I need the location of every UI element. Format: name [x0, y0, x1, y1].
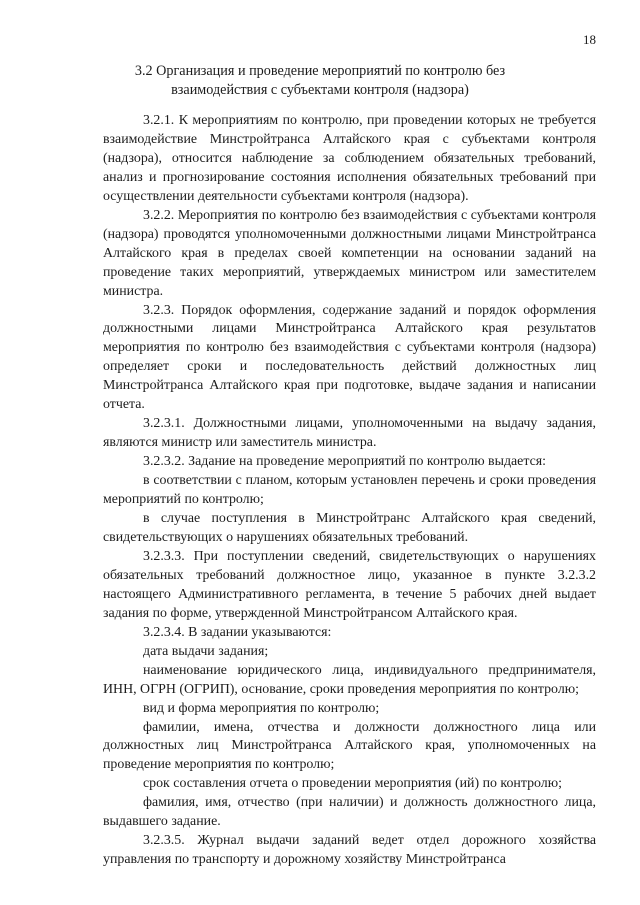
paragraph-3-2-3-5: 3.2.3.5. Журнал выдачи заданий ведет отдел дорожного хозяйства управления по транспорту и дорожному хозяйству Минстройтранса [103, 833, 596, 868]
section-heading-line-2: взаимодействия с субъектами контроля (надзора) [171, 82, 469, 98]
list-item-information: в случае поступления в Минстройтранс Алтайского края сведений, свидетельствующих о нарушениях обязательных требований. [103, 511, 596, 545]
paragraph-3-2-2: 3.2.2. Мероприятия по контролю без взаимодействия с субъектами контроля (надзора) проводятся уполномоченными должностными лицами Минстройтранса Алтайского края в пределах своей компетенции на основании заданий на проведение таких мероприятий, утверждаемых министром или заместителем министра. [103, 207, 596, 299]
list-item-plan: в соответствии с планом, которым установлен перечень и сроки проведения мероприятий по контролю; [103, 473, 596, 508]
paragraph-3-2-3: 3.2.3. Порядок оформления, содержание заданий и порядок оформления должностными лицами Минстройтранса Алтайского края результатов мероприятия по контролю без взаимодействия с субъектами контроля (надзора) определяет сроки и последовательность действий должностных лиц Минстройтранса Алтайского края при подготовке, выдаче задания и написании отчета. [103, 302, 596, 413]
paragraph-3-2-3-3: 3.2.3.3. При поступлении сведений, свидетельствующих о нарушениях обязательных требований должностное лицо, указанное в пункте 3.2.3.2 настоящего Административного регламента, в течение 5 рабочих дней выдает задания по форме, утвержденной Минстройтрансом Алтайского края. [103, 548, 596, 621]
section-heading-line-1: 3.2 Организация и проведение мероприятий по контролю без [134, 63, 506, 79]
section-heading [120, 62, 520, 100]
paragraph-3-2-3-4: 3.2.3.4. В задании указываются: [143, 624, 332, 640]
list-item-issuer: фамилия, имя, отчество (при наличии) и должность должностного лица, выдавшего задание. [103, 795, 596, 830]
paragraph-3-2-3-1: 3.2.3.1. Должностными лицами, уполномоченными на выдачу задания, являются министр или заместитель министра. [103, 416, 596, 451]
page-number: 18 [583, 32, 596, 47]
list-item-report-deadline: срок составления отчета о проведении мероприятия (ий) по контролю; [143, 776, 562, 792]
paragraph-3-2-3-2: 3.2.3.2. Задание на проведение мероприятий по контролю выдается: [143, 454, 547, 470]
list-item-type-form: вид и форма мероприятия по контролю; [143, 700, 380, 716]
body-text [103, 112, 596, 870]
list-item-entity-name: наименование юридического лица, индивидуального предпринимателя, ИНН, ОГРН (ОГРИП), основание, сроки проведения мероприятия по контролю; [103, 662, 596, 697]
paragraph-3-2-1: 3.2.1. К мероприятиям по контролю, при проведении которых не требуется взаимодействие Минстройтранса Алтайского края с субъектами контроля (надзора), относится наблюдение за соблюдением обязательных требований, анализ и прогнозирование состояния исполнения обязательных требований при осуществлении деятельности субъектами контроля (надзора). [103, 113, 596, 204]
list-item-officials: фамилии, имена, отчества и должности должностного лица или должностных лиц Минстройтранса Алтайского края, уполномоченных на проведение мероприятия по контролю; [103, 719, 596, 773]
list-item-issue-date: дата выдачи задания; [143, 643, 269, 659]
